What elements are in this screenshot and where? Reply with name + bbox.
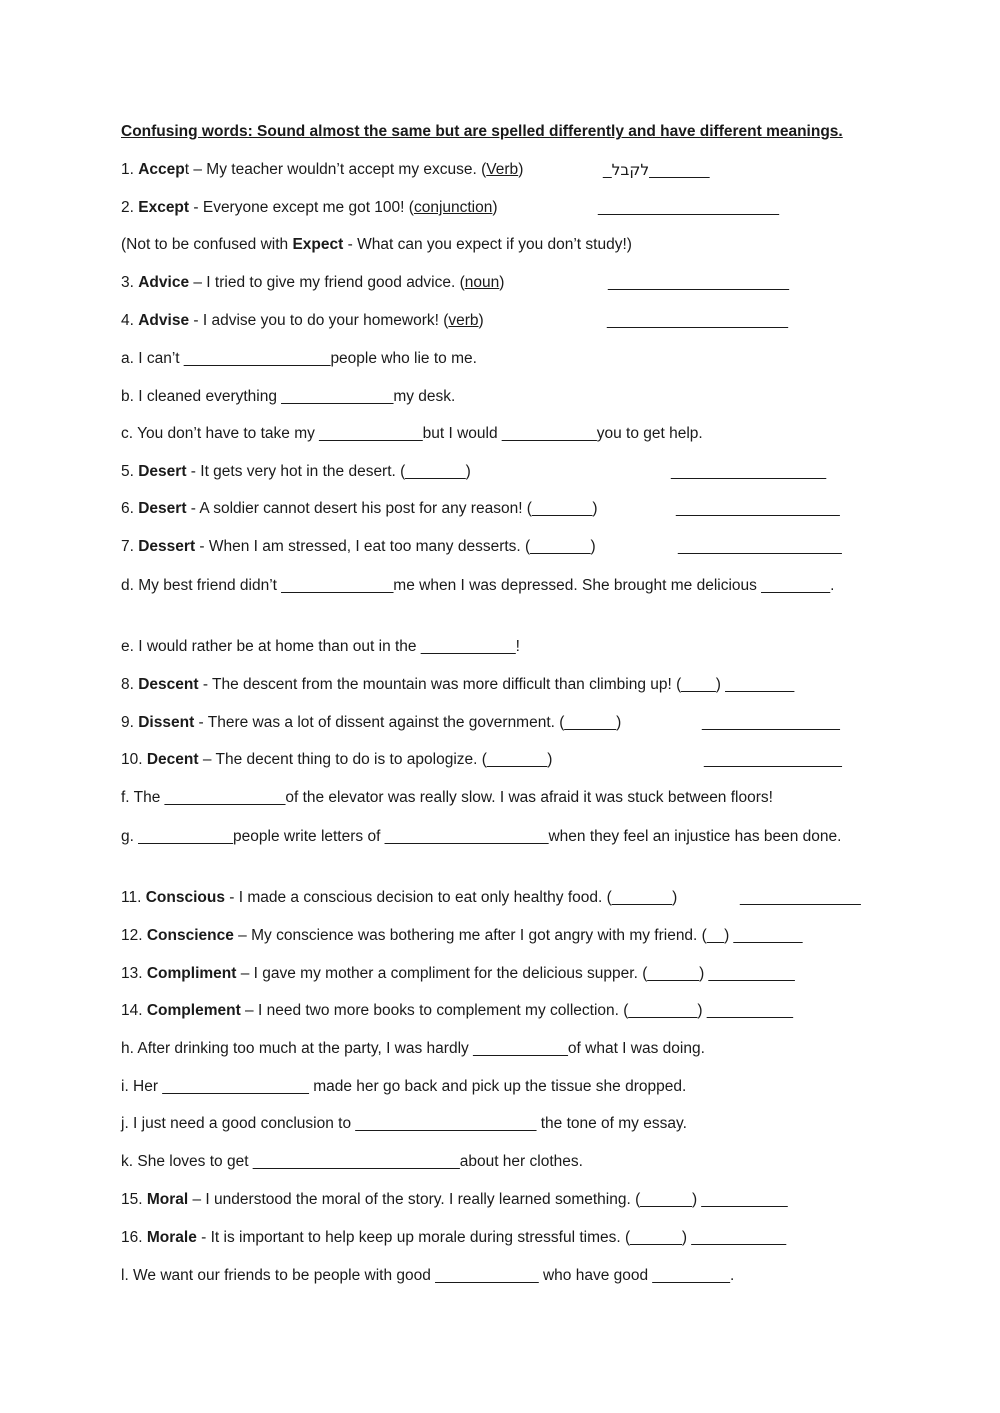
vocab-word: Decent — [146, 751, 199, 768]
item-number: 16. — [121, 1229, 147, 1246]
answer-blank: ___________________ — [676, 500, 840, 517]
answer-blank: _____________________ — [607, 312, 789, 329]
vocab-word: Complement — [146, 1002, 241, 1019]
item-2 — [121, 196, 881, 220]
item-11 — [121, 886, 881, 910]
example-sentence: – I need two more books to complement my collection. (________) __________ — [240, 1002, 794, 1019]
vocab-word: Desert — [138, 463, 187, 480]
vocab-word: Desert — [138, 500, 187, 517]
example-sentence: - The descent from the mountain was more difficult than climbing up! (____) ________ — [198, 676, 795, 693]
vocab-word: Conscience — [146, 927, 234, 944]
answer-blank: ________________ — [702, 714, 840, 731]
item-number: 4. — [121, 312, 139, 329]
answer-blank: ________________ — [704, 751, 842, 768]
example-sentence: – The decent thing to do is to apologize. (_______) — [198, 751, 553, 768]
example-sentence: - I made a conscious decision to eat only healthy food. (_______) — [224, 889, 678, 906]
paren-close: ) — [518, 161, 524, 178]
item-number: 13. — [121, 965, 147, 982]
exercise-f: f. The ______________of the elevator was really slow. I was afraid it was stuck between floors! — [121, 789, 773, 806]
part-of-speech: verb — [448, 312, 479, 329]
part-of-speech: conjunction — [413, 199, 493, 216]
answer-blank: _ — [603, 162, 612, 179]
example-sentence: – I understood the moral of the story. I really learned something. (______) __________ — [188, 1191, 788, 1208]
item-7 — [121, 535, 881, 559]
item-number: 12. — [121, 927, 147, 944]
exercise-l: l. We want our friends to be people with good ____________ who have good _________. — [121, 1267, 735, 1284]
item-6 — [121, 497, 881, 521]
paren-close: ) — [492, 199, 498, 216]
vocab-word: Advise — [138, 312, 190, 329]
answer-blank: _____________________ — [608, 274, 790, 291]
example-sentence: – My teacher wouldn’t accept my excuse. ( — [189, 161, 487, 178]
item-number: 9. — [121, 714, 139, 731]
exercise-d: d. My best friend didn’t _____________me when I was depressed. She brought me delicious ________. — [121, 577, 835, 594]
item-number: 10. — [121, 751, 147, 768]
answer-blank: _____________________ — [598, 199, 780, 216]
item-5 — [121, 460, 881, 484]
note-expect — [121, 233, 881, 257]
item-number: 11. — [121, 889, 146, 906]
exercise-c: c. You don’t have to take my ____________but I would ___________you to get help. — [121, 425, 703, 442]
item-number: 15. — [121, 1191, 147, 1208]
item-3 — [121, 271, 881, 295]
exercise-g: g. ___________people write letters of ___________________when they feel an injustice has been done. — [121, 828, 842, 845]
answer-blank: __________________ — [671, 463, 827, 480]
exercise-a: a. I can’t _________________people who lie to me. — [121, 350, 477, 367]
item-10 — [121, 748, 881, 772]
answer-blank: ___________________ — [678, 538, 842, 555]
answer-blank: _______ — [649, 162, 710, 179]
example-sentence: - I advise you to do your homework! ( — [189, 312, 449, 329]
vocab-word: Morale — [146, 1229, 197, 1246]
part-of-speech: Verb — [486, 161, 519, 178]
vocab-word: Dissent — [138, 714, 195, 731]
item-13 — [121, 962, 881, 986]
item-number: 14. — [121, 1002, 147, 1019]
example-sentence: – My conscience was bothering me after I got angry with my friend. (__) ________ — [233, 927, 803, 944]
worksheet-title: Confusing words: Sound almost the same but are spelled differently and have different meanings. — [121, 123, 843, 140]
paren-close: ) — [478, 312, 484, 329]
example-sentence: - It gets very hot in the desert. (_______) — [186, 463, 471, 480]
vocab-word: Accep — [138, 161, 185, 178]
example-sentence: - Everyone except me got 100! ( — [189, 199, 414, 216]
item-number: 2. — [121, 199, 139, 216]
exercise-e: e. I would rather be at home than out in the ___________! — [121, 638, 520, 655]
answer-blank: ______________ — [740, 889, 861, 906]
part-of-speech: noun — [464, 274, 500, 291]
vocab-word: Except — [138, 199, 190, 216]
vocab-word: Conscious — [145, 889, 225, 906]
item-4 — [121, 309, 881, 333]
example-sentence: - A soldier cannot desert his post for any reason! (_______) — [186, 500, 598, 517]
item-9 — [121, 711, 881, 735]
vocab-word: Moral — [146, 1191, 189, 1208]
item-15 — [121, 1188, 881, 1212]
item-number: 6. — [121, 500, 139, 517]
exercise-j: j. I just need a good conclusion to _____________________ the tone of my essay. — [121, 1115, 687, 1132]
item-number: 7. — [121, 538, 139, 555]
example-sentence: - It is important to help keep up morale during stressful times. (______) ___________ — [196, 1229, 787, 1246]
note-text: - What can you expect if you don’t study!) — [343, 236, 632, 253]
paren-close: ) — [499, 274, 505, 291]
vocab-word: Descent — [138, 676, 199, 693]
answer-line — [603, 158, 710, 183]
vocab-word: Compliment — [146, 965, 237, 982]
example-sentence: - There was a lot of dissent against the government. (______) — [194, 714, 622, 731]
item-16 — [121, 1226, 881, 1250]
note-text: (Not to be confused with — [121, 236, 293, 253]
vocab-word: Advice — [138, 274, 190, 291]
exercise-h: h. After drinking too much at the party, I was hardly ___________of what I was doing. — [121, 1040, 705, 1057]
item-14 — [121, 999, 881, 1023]
vocab-word: Dessert — [138, 538, 196, 555]
example-sentence: – I tried to give my friend good advice. ( — [189, 274, 465, 291]
item-1 — [121, 158, 881, 182]
vocab-word-tail: t — [184, 161, 190, 178]
example-sentence: - When I am stressed, I eat too many desserts. (_______) — [195, 538, 596, 555]
item-12 — [121, 924, 881, 948]
example-sentence: – I gave my mother a compliment for the delicious supper. (______) __________ — [236, 965, 795, 982]
item-number: 1. — [121, 161, 139, 178]
hebrew-answer: לקבל — [611, 161, 650, 179]
item-number: 8. — [121, 676, 139, 693]
exercise-i: i. Her _________________ made her go back and pick up the tissue she dropped. — [121, 1078, 687, 1095]
vocab-word: Expect — [292, 236, 344, 253]
exercise-b: b. I cleaned everything _____________my desk. — [121, 388, 456, 405]
exercise-k: k. She loves to get ________________________about her clothes. — [121, 1153, 583, 1170]
item-8 — [121, 673, 881, 697]
item-number: 3. — [121, 274, 139, 291]
item-number: 5. — [121, 463, 139, 480]
